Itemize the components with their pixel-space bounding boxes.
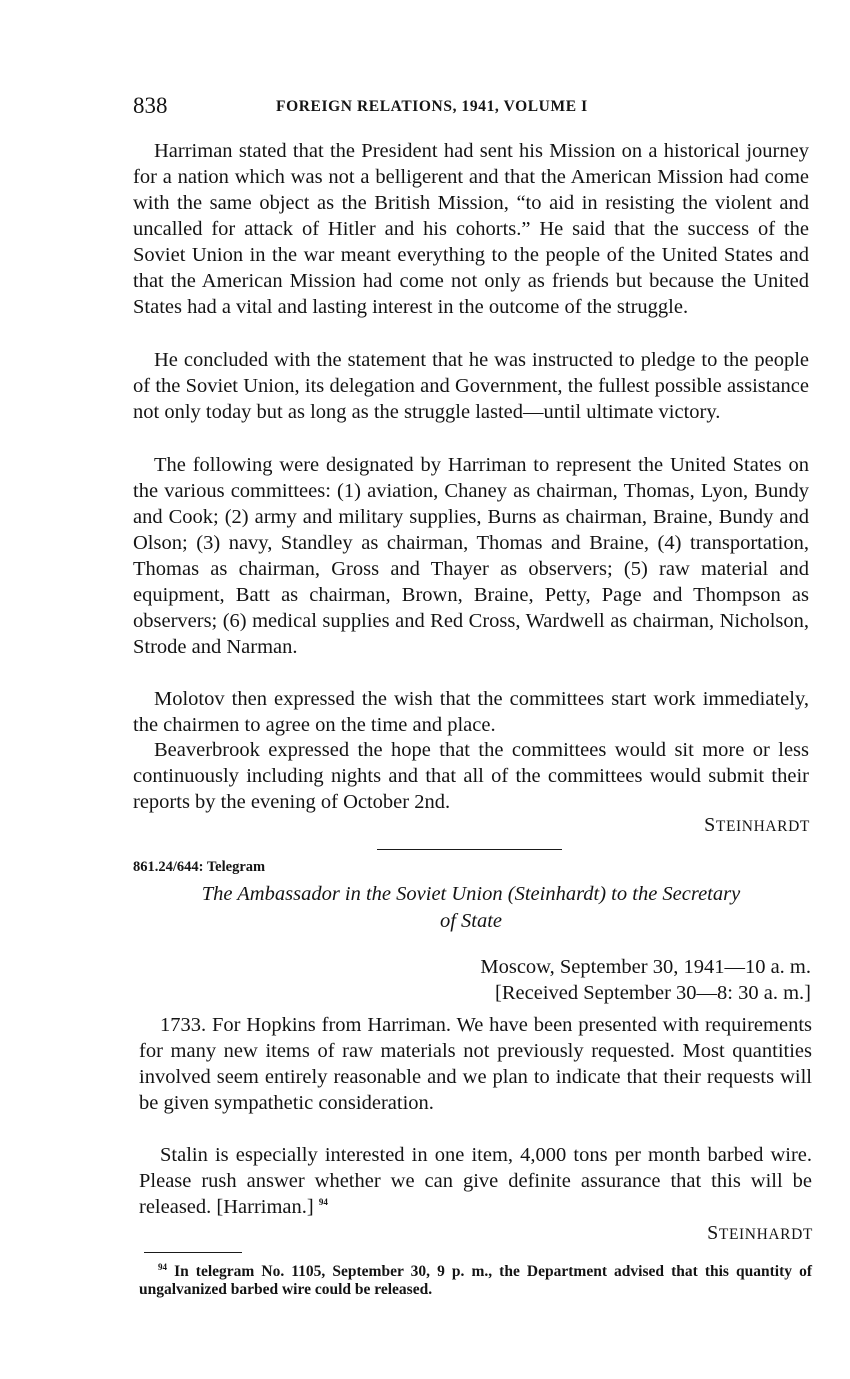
file-reference: 861.24/644: Telegram — [133, 859, 266, 875]
telegram-paragraph-1: 1733. For Hopkins from Harriman. We have been presented with requirements for many new items of raw materials not previously requested. Most quantities involved seem entirely reasonable and we plan to indicate that their requests will be given sympathetic consideration. — [139, 1014, 812, 1114]
document-title-line-2: of State — [439, 910, 503, 932]
telegram-paragraph-2: Stalin is especially interested in one item, 4,000 tons per month barbed wire. Please rush answer whether we can give definite assurance that this will be released. [Harriman.] $^{94}$ — [139, 1144, 812, 1218]
footnote-reference: 94 — [318, 1197, 328, 1208]
received-line: [Received September 30—8: 30 a. m.] — [495, 982, 811, 1004]
page-header — [133, 93, 813, 123]
page-number: 838 — [133, 93, 168, 118]
dateline: Moscow, September 30, 1941—10 a. m. — [480, 956, 811, 978]
paragraph-molotov: Molotov then expressed the wish that the committees start work immediately, the chairmen to agree on the time and place. — [133, 688, 809, 736]
document-title-line-1: The Ambassador in the Soviet Union (Steinhardt) to the Secretary — [201, 883, 741, 905]
footnote-text: In telegram No. 1105, September 30, 9 p. m., the Department advised that this quantity of ungalvanized barbed wire could be released. — [139, 1263, 813, 1298]
signature-steinhardt: STEINHARDT — [704, 814, 810, 836]
footnote-rule — [144, 1252, 242, 1253]
section-divider — [377, 849, 562, 850]
footnote — [139, 1263, 812, 1299]
paragraph-pledge: He concluded with the statement that he was instructed to pledge to the people of the Soviet Union, its delegation and Government, the fullest possible assistance not only today but as long as the struggle lasted—until ultimate victory. — [133, 349, 809, 423]
paragraph-harriman-statement: Harriman stated that the President had sent his Mission on a historical journey for a nation which was not a belligerent and that the American Mission had come with the same object as the British Mission, “to aid in resisting the violent and uncalled for attack of Hitler and his cohorts.” He said that the success of the Soviet Union in the war meant everything to the people of the United States and that the American Mission had come not only as friends but because the United States had a vital and lasting interest in the outcome of the struggle. — [133, 140, 809, 318]
footnote-number: 94 — [158, 1261, 167, 1272]
paragraph-beaverbrook: Beaverbrook expressed the hope that the committees would sit more or less continuously including nights and that all of the committees would submit their reports by the evening of October 2nd. — [133, 739, 809, 813]
running-head: FOREIGN RELATIONS, 1941, VOLUME I — [276, 98, 588, 115]
signature-steinhardt-2: STEINHARDT — [707, 1222, 813, 1244]
paragraph-committees: The following were designated by Harriman to represent the United States on the various committees: (1) aviation, Chaney as chairman, Thomas, Lyon, Bundy and Cook; (2) army and military supplies, Burns as chairman, Braine, Bundy and Olson; (3) navy, Standley as chairman, Thomas and Braine, (4) transportation, Thomas as chairman, Gross and Thayer as observers; (5) raw material and equipment, Batt as chairman, Brown, Braine, Petty, Page and Thompson as observers; (6) medical supplies and Red Cross, Wardwell as chairman, Nicholson, Strode and Narman. — [133, 454, 809, 658]
document-title — [133, 881, 809, 935]
